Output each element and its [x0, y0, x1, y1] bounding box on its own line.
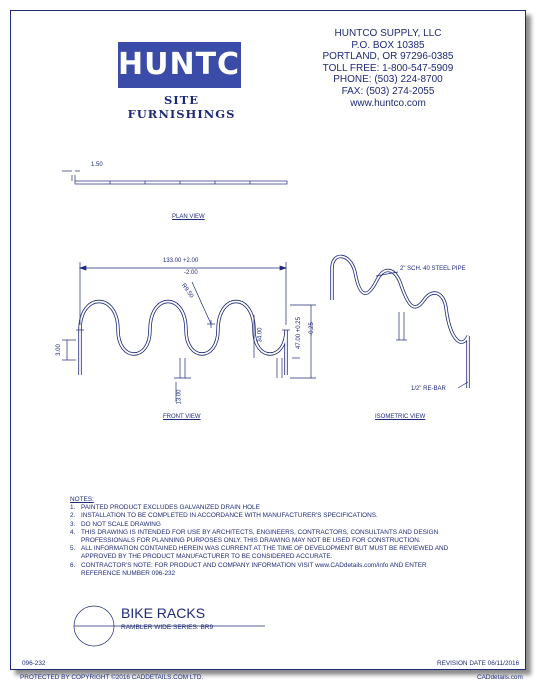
isometric-view-label: ISOMETRIC VIEW	[375, 414, 426, 420]
drawing-title: BIKE RACKS	[121, 605, 206, 621]
notes-title: NOTES:	[70, 496, 94, 503]
company-name: HUNTCO SUPPLY, LLC	[334, 28, 442, 39]
plan-view-dimension: 1.50	[91, 162, 103, 168]
note-item-continued: PROFESSIONALS FOR PLANNING PURPOSES ONLY. THIS DRAWING MAY NOT BE USED FOR CONSTRUCTION.	[81, 537, 421, 545]
website: www.huntco.com	[350, 97, 426, 109]
rebar-label: 1/2" RE-BAR	[411, 386, 446, 392]
note-item-continued: APPROVED BY THE PRODUCT MANUFACTURER TO BE CONSIDERED ACCURATE.	[81, 553, 333, 561]
note-item: 1. PAINTED PRODUCT EXCLUDES GALVANIZED DRAIN HOLE	[70, 504, 260, 512]
note-item: 2. INSTALLATION TO BE COMPLETED IN ACCORDANCE WITH MANUFACTURER'S SPECIFICATIONS.	[70, 512, 378, 520]
pipe-label: 2" SCH. 40 STEEL PIPE	[400, 266, 466, 272]
front-height-dimension: 47.00 +0.25	[295, 317, 302, 349]
front-height-tolerance: -0.25	[308, 322, 315, 336]
note-item: 6. CONTRACTOR'S NOTE: FOR PRODUCT AND COMPANY INFORMATION VISIT www.CADdetails.com/info AND ENTER	[70, 561, 427, 569]
isometric-view-drawing	[332, 256, 468, 388]
po-box: P.O. BOX 10385	[351, 39, 425, 51]
huntco-logo: HUNTCO	[118, 42, 241, 88]
notes-block	[70, 496, 450, 578]
toll-free: TOLL FREE: 1-800-547-5909	[322, 62, 454, 74]
front-radius-dimension: R9.50	[179, 282, 195, 300]
front-left-dimension: 3.00	[55, 344, 62, 356]
front-bottom-dimension: 13.00	[176, 389, 183, 405]
city-state: PORTLAND, OR 97296-0385	[322, 51, 454, 63]
logo-tagline: SITE FURNISHINGS	[127, 93, 236, 121]
plan-view-drawing	[62, 171, 287, 184]
front-width-dimension: 133.00 +2.00	[163, 258, 199, 264]
revision-date: REVISION DATE 06/11/2016	[437, 660, 520, 667]
front-view-label: FRONT VIEW	[163, 414, 201, 420]
reference-number: 096-232	[22, 660, 46, 667]
drawing-subtitle: RAMBLER WIDE SERIES: BR9	[121, 624, 214, 631]
front-inner-height: 34.00	[257, 327, 264, 343]
front-width-tolerance: -2.00	[184, 270, 198, 276]
copyright: PROTECTED BY COPYRIGHT ©2016 CADDETAILS.COM LTD.	[20, 674, 204, 681]
note-item: 3. DO NOT SCALE DRAWING	[70, 520, 161, 528]
note-item: 5. ALL INFORMATION CONTAINED HEREIN WAS CURRENT AT THE TIME OF DEVELOPMENT BUT MUST BE REVIEWED AND	[70, 545, 449, 553]
front-view-drawing	[62, 262, 316, 405]
note-item-continued: REFERENCE NUMBER 096-232	[81, 569, 176, 577]
phone: PHONE: (503) 224-8700	[333, 74, 443, 86]
caddetails-link[interactable]: CADdetails.com	[477, 674, 523, 681]
fax: FAX: (503) 274-2055	[341, 85, 435, 97]
plan-view-label: PLAN VIEW	[172, 214, 205, 220]
note-item: 4. THIS DRAWING IS INTENDED FOR USE BY ARCHITECTS, ENGINEERS, CONTRACTORS, CONSULTANTS AND DESIGN	[70, 528, 439, 536]
